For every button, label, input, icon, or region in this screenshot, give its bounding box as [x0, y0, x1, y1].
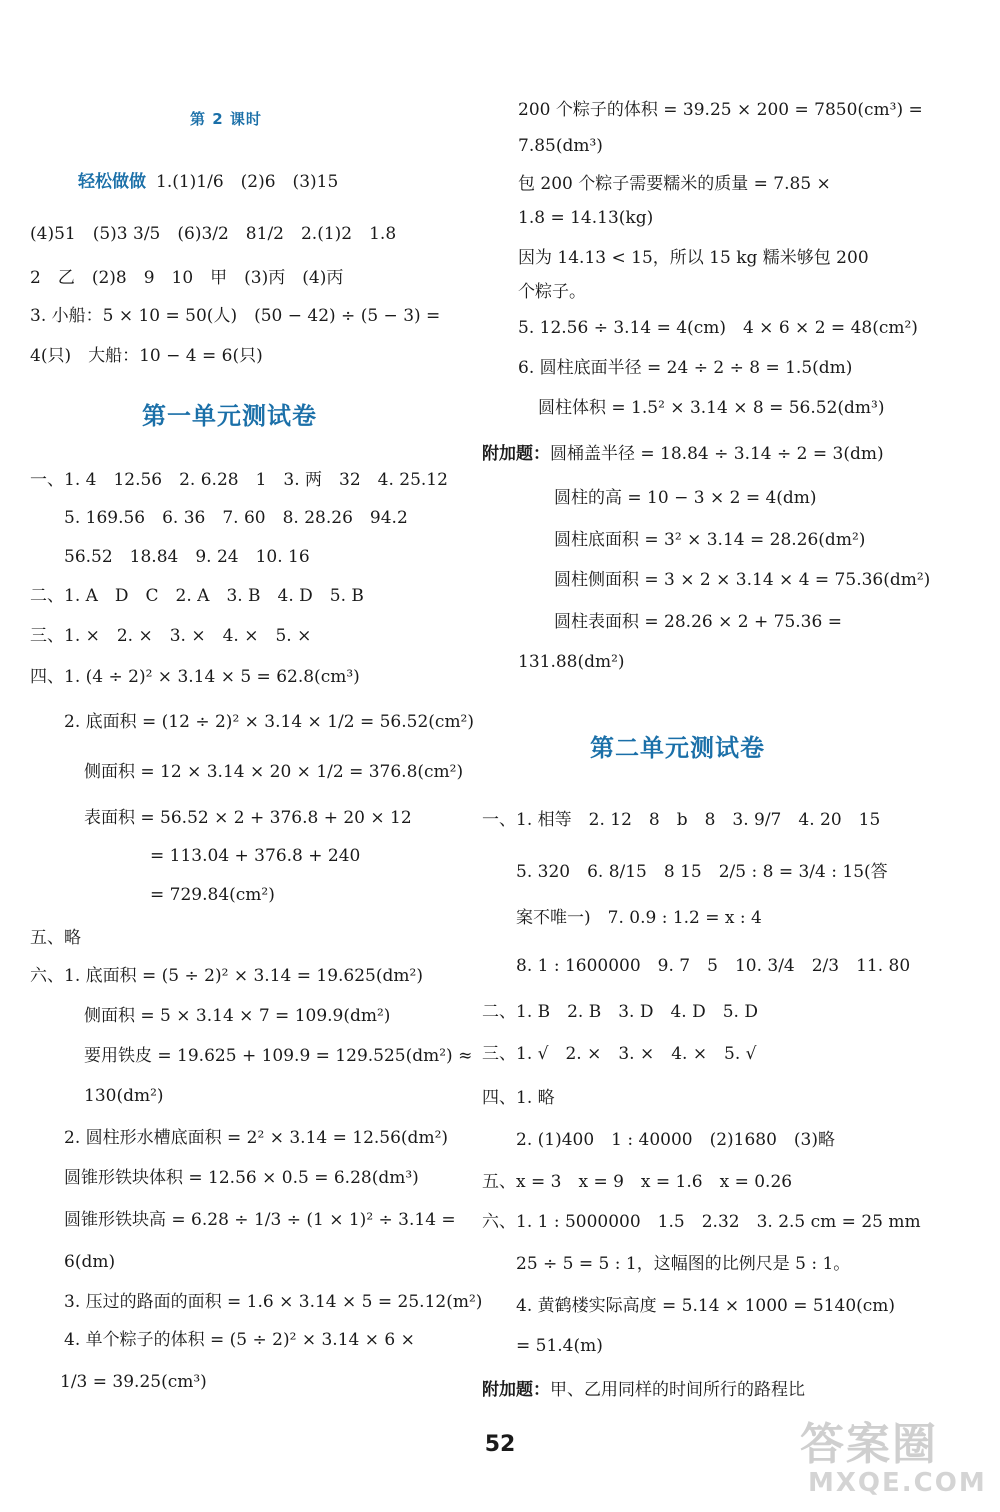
unit1-line: 圆锥形铁块高 = 6.28 ÷ 1/3 ÷ (1 × 1)² ÷ 3.14 =: [64, 1210, 456, 1230]
unit2-title: 第二单元测试卷: [590, 734, 765, 762]
bonus-line: 附加题：圆桶盖半径 = 18.84 ÷ 3.14 ÷ 2 = 3(dm): [482, 444, 884, 464]
answer-line: 5. 12.56 ÷ 3.14 = 4(cm) 4 × 6 × 2 = 48(cm²): [518, 318, 918, 338]
bonus-line: 圆柱表面积 = 28.26 × 2 + 75.36 =: [554, 612, 842, 632]
unit1-line: 130(dm²): [84, 1086, 164, 1106]
bonus-label: 附加题：: [482, 444, 550, 464]
unit1-line: 侧面积 = 5 × 3.14 × 7 = 109.9(dm²): [84, 1006, 391, 1026]
unit2-line: 2. (1)400 1 : 40000 (2)1680 (3)略: [516, 1130, 836, 1150]
unit1-line: 6(dm): [64, 1252, 116, 1272]
unit1-line: 4. 单个粽子的体积 = (5 ÷ 2)² × 3.14 × 6 ×: [64, 1330, 415, 1350]
watermark-url: MXQE.COM: [808, 1468, 987, 1498]
lesson-title: 第 2 课时: [190, 110, 262, 128]
unit1-line: = 729.84(cm²): [150, 885, 275, 905]
bonus-line: 圆柱侧面积 = 3 × 2 × 3.14 × 4 = 75.36(dm²): [554, 570, 931, 590]
warmup-line: 3. 小船：5 × 10 = 50(人) (50 − 42) ÷ (5 − 3) =: [30, 306, 441, 326]
bonus-line: 131.88(dm²): [518, 652, 625, 672]
answer-line: 1.8 = 14.13(kg): [518, 208, 654, 228]
unit2-line: 二、1. B 2. B 3. D 4. D 5. D: [482, 1002, 758, 1022]
unit1-line: 五、略: [30, 928, 81, 948]
unit2-line: 五、x = 3 x = 9 x = 1.6 x = 0.26: [482, 1172, 793, 1192]
unit2-line: 5. 320 6. 8/15 8 15 2/5 : 8 = 3/4 : 15(答: [516, 862, 888, 882]
answer-line: 7.85(dm³): [518, 136, 603, 156]
watermark-logo: [800, 1408, 990, 1508]
unit1-line: 1/3 = 39.25(cm³): [60, 1372, 207, 1392]
bonus2-label: 附加题：: [482, 1380, 550, 1400]
unit1-line: 一、1. 4 12.56 2. 6.28 1 3. 两 32 4. 25.12: [30, 470, 448, 490]
unit2-line: 四、1. 略: [482, 1088, 555, 1108]
answer-line: 6. 圆柱底面半径 = 24 ÷ 2 ÷ 8 = 1.5(dm): [518, 358, 853, 378]
answer-line: 因为 14.13 < 15，所以 15 kg 糯米够包 200: [518, 248, 869, 268]
answer-line: 200 个粽子的体积 = 39.25 × 200 = 7850(cm³) =: [518, 100, 923, 120]
unit1-line: 5. 169.56 6. 36 7. 60 8. 28.26 94.2: [64, 508, 408, 528]
warmup-line: 2 乙 (2)8 9 10 甲 (3)丙 (4)丙: [30, 268, 344, 288]
warmup-line: 4(只) 大船：10 − 4 = 6(只): [30, 346, 263, 366]
unit1-line: 三、1. × 2. × 3. × 4. × 5. ×: [30, 626, 312, 646]
bonus-line: 圆柱底面积 = 3² × 3.14 = 28.26(dm²): [554, 530, 866, 550]
unit1-line: = 113.04 + 376.8 + 240: [150, 846, 361, 866]
warmup-line: (4)51 (5)3 3/5 (6)3/2 81/2 2.(1)2 1.8: [30, 224, 397, 244]
unit1-line: 3. 压过的路面的面积 = 1.6 × 3.14 × 5 = 25.12(m²): [64, 1292, 483, 1312]
unit1-line: 侧面积 = 12 × 3.14 × 20 × 1/2 = 376.8(cm²): [84, 762, 464, 782]
unit2-line: 8. 1 : 1600000 9. 7 5 10. 3/4 2/3 11. 80: [516, 956, 911, 976]
answer-line: 圆柱体积 = 1.5² × 3.14 × 8 = 56.52(dm³): [538, 398, 885, 418]
unit1-line: 表面积 = 56.52 × 2 + 376.8 + 20 × 12: [84, 808, 412, 828]
answer-line: 包 200 个粽子需要糯米的质量 = 7.85 ×: [518, 174, 831, 194]
unit1-line: 四、1. (4 ÷ 2)² × 3.14 × 5 = 62.8(cm³): [30, 667, 360, 687]
unit1-line: 56.52 18.84 9. 24 10. 16: [64, 547, 310, 567]
warmup-label: 轻松做做: [78, 172, 146, 192]
unit2-line: 六、1. 1 : 5000000 1.5 2.32 3. 2.5 cm = 25 mm: [482, 1212, 921, 1232]
unit2-line: 4. 黄鹤楼实际高度 = 5.14 × 1000 = 5140(cm): [516, 1296, 896, 1316]
unit1-line: 圆锥形铁块体积 = 12.56 × 0.5 = 6.28(dm³): [64, 1168, 419, 1188]
unit2-line: = 51.4(m): [516, 1336, 603, 1356]
bonus2-line: 附加题：甲、乙用同样的时间所行的路程比: [482, 1380, 805, 1400]
unit2-line: 案不唯一) 7. 0.9 : 1.2 = x : 4: [516, 908, 762, 928]
unit1-title: 第一单元测试卷: [142, 402, 317, 430]
bonus-line: 圆柱的高 = 10 − 3 × 2 = 4(dm): [554, 488, 817, 508]
unit2-line: 25 ÷ 5 = 5 : 1，这幅图的比例尺是 5 : 1。: [516, 1254, 851, 1274]
watermark-text: 答案圈: [800, 1419, 938, 1470]
page-number: 52: [484, 1432, 516, 1457]
unit2-line: 三、1. √ 2. × 3. × 4. × 5. √: [482, 1044, 757, 1064]
unit1-line: 二、1. A D C 2. A 3. B 4. D 5. B: [30, 586, 364, 606]
unit1-line: 要用铁皮 = 19.625 + 109.9 = 129.525(dm²) ≈: [84, 1046, 473, 1066]
warmup-line: 轻松做做 1.(1)1/6 (2)6 (3)15: [78, 172, 339, 192]
unit1-line: 六、1. 底面积 = (5 ÷ 2)² × 3.14 = 19.625(dm²): [30, 966, 423, 986]
unit1-line: 2. 底面积 = (12 ÷ 2)² × 3.14 × 1/2 = 56.52(cm²): [64, 712, 475, 732]
answer-line: 个粽子。: [518, 282, 586, 302]
unit2-line: 一、1. 相等 2. 12 8 b 8 3. 9/7 4. 20 15: [482, 810, 881, 830]
unit1-line: 2. 圆柱形水槽底面积 = 2² × 3.14 = 12.56(dm²): [64, 1128, 449, 1148]
